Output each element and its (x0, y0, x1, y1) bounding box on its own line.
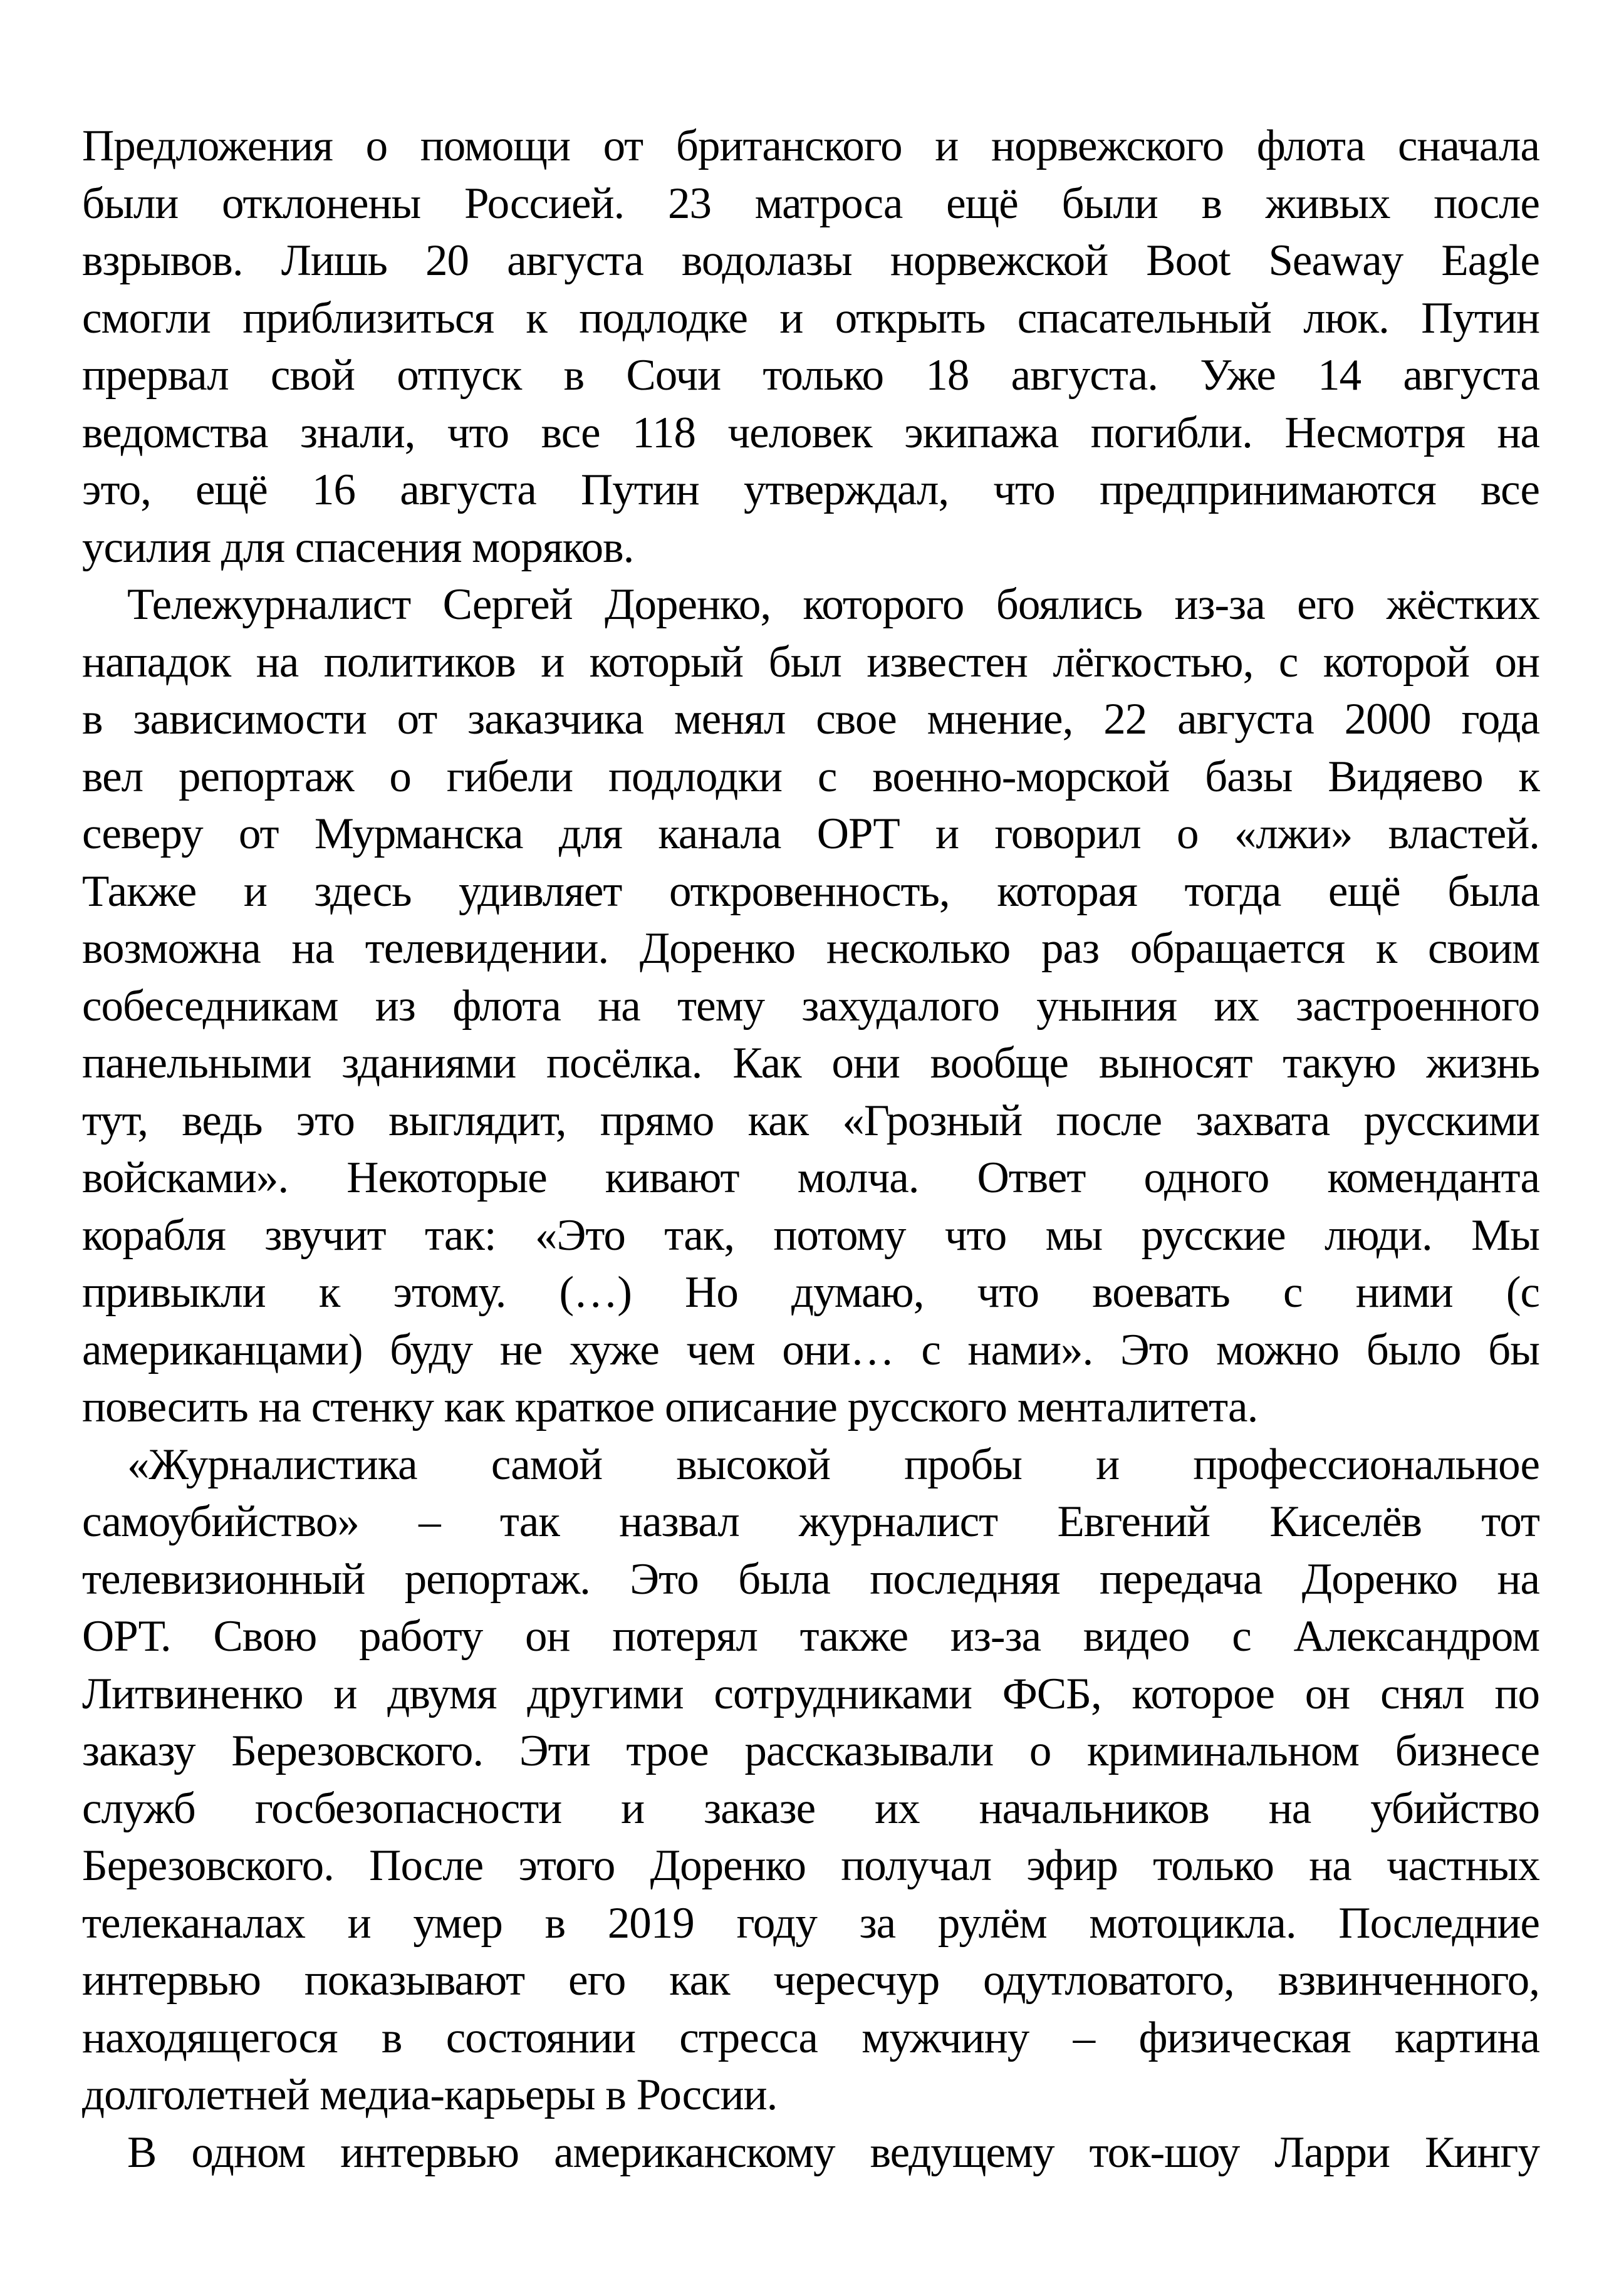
text-line: Предложения о помощи от британского и норвежского флота сначала (82, 122, 1539, 170)
text-line: Тележурналист Сергей Доренко, которого боялись из-за его жёстких (127, 580, 1539, 629)
text-line: в зависимости от заказчика менял свое мнение, 22 августа 2000 года (82, 695, 1539, 744)
text-line: смогли приблизиться к подлодке и открыть спасательный люк. Путин (82, 293, 1539, 343)
text-line: войсками». Некоторые кивают молча. Ответ одного коменданта (82, 1153, 1539, 1202)
text-line: «Журналистика самой высокой пробы и профессиональное (127, 1440, 1539, 1489)
text-line: Березовского. После этого Доренко получал эфир только на частных (82, 1841, 1539, 1890)
text-line: северу от Мурманска для канала ОРТ и говорил о «лжи» властей. (82, 809, 1539, 858)
text-line: прервал свой отпуск в Сочи только 18 августа. Уже 14 августа (82, 351, 1539, 400)
text-block (82, 118, 1539, 2181)
text-line: Литвиненко и двумя другими сотрудниками ФСБ, которое он снял по (82, 1669, 1539, 1718)
text-line: нападок на политиков и который был известен лёгкостью, с которой он (82, 637, 1539, 687)
text-line: ОРТ. Свою работу он потерял также из-за видео с Александром (82, 1612, 1539, 1661)
text-line: усилия для спасения моряков. (82, 522, 634, 572)
text-line: повесить на стенку как краткое описание русского менталитета. (82, 1383, 1258, 1431)
text-line: корабля звучит так: «Это так, потому что мы русские люди. Мы (82, 1210, 1539, 1260)
text-line: самоубийство» – так назвал журналист Евгений Киселёв тот (82, 1497, 1539, 1546)
text-line: телевизионный репортаж. Это была последняя передача Доренко на (82, 1554, 1539, 1604)
text-line: ведомства знали, что все 118 человек экипажа погибли. Несмотря на (82, 408, 1539, 457)
text-line: взрывов. Лишь 20 августа водолазы норвежской Boot Seaway Eagle (82, 236, 1539, 285)
text-line: долголетней медиа-карьеры в России. (82, 2070, 778, 2119)
text-line: телеканалах и умер в 2019 году за рулём мотоцикла. Последние (82, 1898, 1539, 1948)
text-line: Также и здесь удивляет откровенность, которая тогда ещё была (82, 866, 1539, 916)
text-line: американцами) буду не хуже чем они… с нами». Это можно было бы (82, 1325, 1539, 1374)
text-line: находящегося в состоянии стресса мужчину – физическая картина (82, 2013, 1539, 2062)
text-line: были отклонены Россией. 23 матроса ещё были в живых после (82, 179, 1539, 228)
text-line: вел репортаж о гибели подлодки с военно-морской базы Видяево к (82, 752, 1539, 801)
text-line: В одном интервью американскому ведущему ток-шоу Ларри Кингу (127, 2127, 1539, 2177)
text-line: возможна на телевидении. Доренко несколько раз обращается к своим (82, 924, 1539, 973)
text-line: тут, ведь это выглядит, прямо как «Грозный после захвата русскими (82, 1096, 1539, 1145)
text-line: служб госбезопасности и заказе их начальников на убийство (82, 1784, 1539, 1833)
text-line: собеседникам из флота на тему захудалого уныния их застроенного (82, 981, 1539, 1031)
text-line: заказу Березовского. Эти трое рассказывали о криминальном бизнесе (82, 1727, 1539, 1775)
text-line: интервью показывают его как чересчур одутловатого, взвинченного, (82, 1956, 1539, 2005)
text-line: привыкли к этому. (…) Но думаю, что воевать с ними (с (82, 1268, 1539, 1317)
text-line: это, ещё 16 августа Путин утверждал, что предпринимаются все (82, 465, 1539, 514)
text-line: панельными зданиями посёлка. Как они вообще выносят такую жизнь (82, 1039, 1539, 1088)
